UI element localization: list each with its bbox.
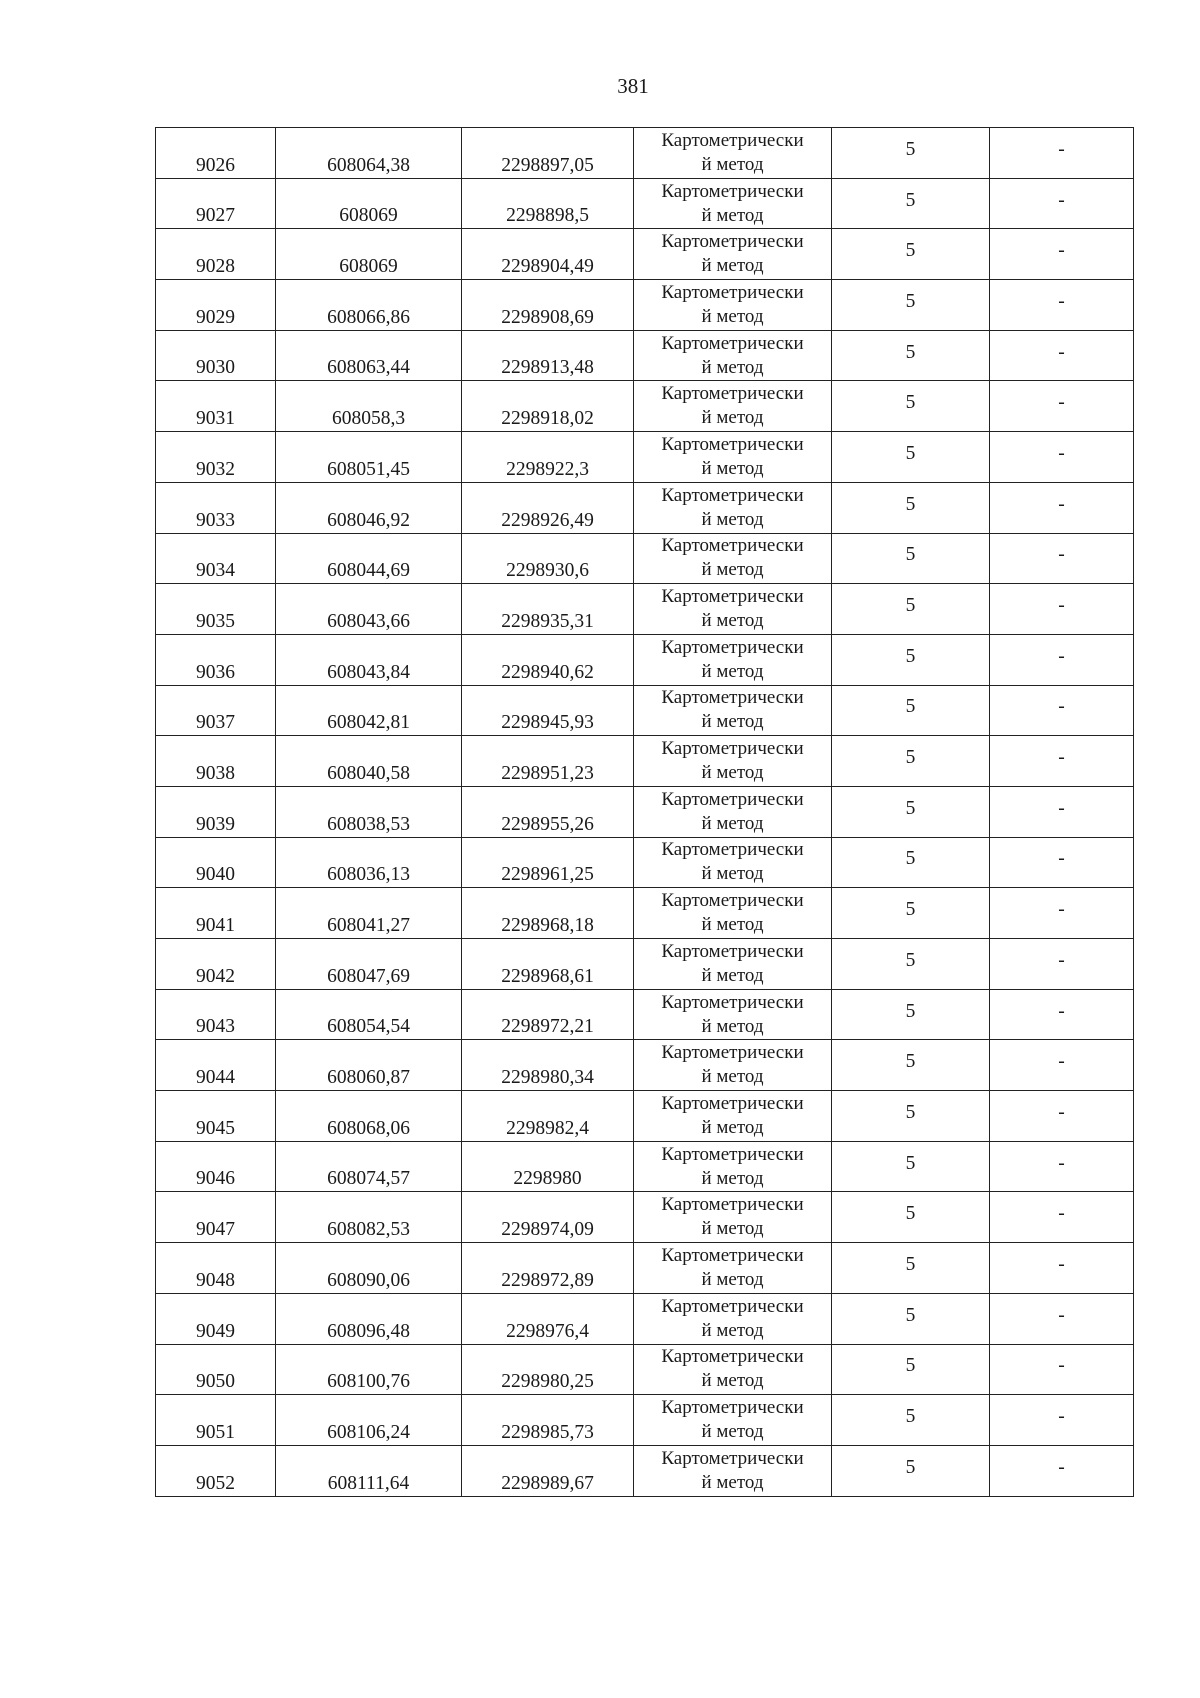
- note-cell: -: [990, 939, 1134, 990]
- method-cell: [634, 989, 832, 1040]
- x-coordinate-cell: 608090,06: [276, 1243, 462, 1294]
- accuracy-cell: 5: [832, 280, 990, 331]
- point-number-cell: 9046: [156, 1141, 276, 1192]
- y-coordinate-cell: 2298955,26: [462, 786, 634, 837]
- accuracy-cell: 5: [832, 736, 990, 787]
- table-row: [156, 381, 1134, 432]
- y-coordinate-cell: 2298922,3: [462, 432, 634, 483]
- table-row: [156, 280, 1134, 331]
- y-coordinate-cell: 2298982,4: [462, 1091, 634, 1142]
- method-cell: [634, 229, 832, 280]
- y-coordinate-cell: 2298976,4: [462, 1293, 634, 1344]
- y-coordinate-cell: 2298908,69: [462, 280, 634, 331]
- method-line-2: й метод: [701, 1471, 764, 1493]
- note-cell: -: [990, 1091, 1134, 1142]
- method-cell: [634, 1192, 832, 1243]
- accuracy-cell: 5: [832, 786, 990, 837]
- accuracy-cell: 5: [832, 1445, 990, 1496]
- note-cell: -: [990, 1243, 1134, 1294]
- x-coordinate-cell: 608036,13: [276, 837, 462, 888]
- y-coordinate-cell: 2298913,48: [462, 330, 634, 381]
- table-row: [156, 584, 1134, 635]
- point-number-cell: 9048: [156, 1243, 276, 1294]
- method-line-2: й метод: [701, 153, 764, 175]
- method-cell: [634, 685, 832, 736]
- accuracy-cell: 5: [832, 432, 990, 483]
- y-coordinate-cell: 2298940,62: [462, 634, 634, 685]
- method-line-2: й метод: [701, 660, 764, 682]
- point-number-cell: 9042: [156, 939, 276, 990]
- method-line-1: Картометрически: [661, 433, 804, 455]
- method-cell: [634, 584, 832, 635]
- accuracy-cell: 5: [832, 1091, 990, 1142]
- method-line-2: й метод: [701, 1015, 764, 1037]
- x-coordinate-cell: 608066,86: [276, 280, 462, 331]
- accuracy-cell: 5: [832, 837, 990, 888]
- point-number-cell: 9041: [156, 888, 276, 939]
- accuracy-cell: 5: [832, 128, 990, 179]
- accuracy-cell: 5: [832, 381, 990, 432]
- accuracy-cell: 5: [832, 989, 990, 1040]
- y-coordinate-cell: 2298945,93: [462, 685, 634, 736]
- method-cell: [634, 1344, 832, 1395]
- method-cell: [634, 482, 832, 533]
- x-coordinate-cell: 608096,48: [276, 1293, 462, 1344]
- x-coordinate-cell: 608040,58: [276, 736, 462, 787]
- method-cell: [634, 888, 832, 939]
- method-cell: [634, 330, 832, 381]
- point-number-cell: 9032: [156, 432, 276, 483]
- point-number-cell: 9052: [156, 1445, 276, 1496]
- point-number-cell: 9028: [156, 229, 276, 280]
- page-number: 381: [617, 74, 649, 98]
- table-row: [156, 837, 1134, 888]
- y-coordinate-cell: 2298972,21: [462, 989, 634, 1040]
- x-coordinate-cell: 608054,54: [276, 989, 462, 1040]
- method-cell: [634, 1243, 832, 1294]
- point-number-cell: 9035: [156, 584, 276, 635]
- x-coordinate-cell: 608106,24: [276, 1395, 462, 1446]
- x-coordinate-cell: 608100,76: [276, 1344, 462, 1395]
- table-row: [156, 482, 1134, 533]
- method-line-2: й метод: [701, 1167, 764, 1189]
- note-cell: -: [990, 178, 1134, 229]
- point-number-cell: 9050: [156, 1344, 276, 1395]
- table-row: [156, 128, 1134, 179]
- method-cell: [634, 1293, 832, 1344]
- point-number-cell: 9038: [156, 736, 276, 787]
- accuracy-cell: 5: [832, 178, 990, 229]
- method-cell: [634, 1141, 832, 1192]
- note-cell: -: [990, 533, 1134, 584]
- y-coordinate-cell: 2298951,23: [462, 736, 634, 787]
- x-coordinate-cell: 608044,69: [276, 533, 462, 584]
- method-cell: [634, 837, 832, 888]
- table-row: [156, 1141, 1134, 1192]
- method-line-1: Картометрически: [661, 1295, 804, 1317]
- note-cell: -: [990, 634, 1134, 685]
- point-number-cell: 9037: [156, 685, 276, 736]
- coordinates-table-body: [156, 128, 1134, 1497]
- table-row: [156, 533, 1134, 584]
- point-number-cell: 9027: [156, 178, 276, 229]
- note-cell: -: [990, 786, 1134, 837]
- note-cell: -: [990, 736, 1134, 787]
- x-coordinate-cell: 608058,3: [276, 381, 462, 432]
- x-coordinate-cell: 608043,66: [276, 584, 462, 635]
- method-line-2: й метод: [701, 812, 764, 834]
- method-line-1: Картометрически: [661, 687, 804, 709]
- method-line-1: Картометрически: [661, 281, 804, 303]
- method-cell: [634, 1395, 832, 1446]
- method-line-2: й метод: [701, 863, 764, 885]
- x-coordinate-cell: 608068,06: [276, 1091, 462, 1142]
- method-line-2: й метод: [701, 1116, 764, 1138]
- point-number-cell: 9047: [156, 1192, 276, 1243]
- note-cell: -: [990, 330, 1134, 381]
- x-coordinate-cell: 608051,45: [276, 432, 462, 483]
- method-line-1: Картометрически: [661, 839, 804, 861]
- table-row: [156, 1243, 1134, 1294]
- y-coordinate-cell: 2298980,34: [462, 1040, 634, 1091]
- y-coordinate-cell: 2298980: [462, 1141, 634, 1192]
- note-cell: -: [990, 482, 1134, 533]
- note-cell: -: [990, 989, 1134, 1040]
- point-number-cell: 9049: [156, 1293, 276, 1344]
- note-cell: -: [990, 1141, 1134, 1192]
- method-cell: [634, 280, 832, 331]
- y-coordinate-cell: 2298897,05: [462, 128, 634, 179]
- method-line-2: й метод: [701, 204, 764, 226]
- method-line-1: Картометрически: [661, 383, 804, 405]
- x-coordinate-cell: 608082,53: [276, 1192, 462, 1243]
- method-line-1: Картометрически: [661, 1244, 804, 1266]
- note-cell: -: [990, 1192, 1134, 1243]
- table-row: [156, 1040, 1134, 1091]
- note-cell: -: [990, 1344, 1134, 1395]
- y-coordinate-cell: 2298968,61: [462, 939, 634, 990]
- note-cell: -: [990, 1445, 1134, 1496]
- accuracy-cell: 5: [832, 1141, 990, 1192]
- method-line-2: й метод: [701, 1370, 764, 1392]
- method-cell: [634, 533, 832, 584]
- y-coordinate-cell: 2298961,25: [462, 837, 634, 888]
- method-line-2: й метод: [701, 457, 764, 479]
- accuracy-cell: 5: [832, 939, 990, 990]
- accuracy-cell: 5: [832, 229, 990, 280]
- method-cell: [634, 178, 832, 229]
- y-coordinate-cell: 2298974,09: [462, 1192, 634, 1243]
- point-number-cell: 9033: [156, 482, 276, 533]
- method-cell: [634, 786, 832, 837]
- point-number-cell: 9045: [156, 1091, 276, 1142]
- method-cell: [634, 381, 832, 432]
- method-line-1: Картометрически: [661, 1346, 804, 1368]
- method-cell: [634, 432, 832, 483]
- x-coordinate-cell: 608063,44: [276, 330, 462, 381]
- note-cell: -: [990, 1040, 1134, 1091]
- table-row: [156, 888, 1134, 939]
- accuracy-cell: 5: [832, 1040, 990, 1091]
- method-line-2: й метод: [701, 762, 764, 784]
- method-line-1: Картометрически: [661, 738, 804, 760]
- accuracy-cell: 5: [832, 1293, 990, 1344]
- method-line-1: Картометрически: [661, 1092, 804, 1114]
- method-cell: [634, 1091, 832, 1142]
- accuracy-cell: 5: [832, 533, 990, 584]
- note-cell: -: [990, 1395, 1134, 1446]
- table-row: [156, 229, 1134, 280]
- y-coordinate-cell: 2298972,89: [462, 1243, 634, 1294]
- accuracy-cell: 5: [832, 1344, 990, 1395]
- method-line-1: Картометрически: [661, 1194, 804, 1216]
- table-row: [156, 939, 1134, 990]
- accuracy-cell: 5: [832, 1243, 990, 1294]
- accuracy-cell: 5: [832, 330, 990, 381]
- x-coordinate-cell: 608060,87: [276, 1040, 462, 1091]
- method-line-1: Картометрически: [661, 1397, 804, 1419]
- x-coordinate-cell: 608038,53: [276, 786, 462, 837]
- y-coordinate-cell: 2298989,67: [462, 1445, 634, 1496]
- point-number-cell: 9034: [156, 533, 276, 584]
- accuracy-cell: 5: [832, 1192, 990, 1243]
- x-coordinate-cell: 608043,84: [276, 634, 462, 685]
- point-number-cell: 9030: [156, 330, 276, 381]
- method-line-2: й метод: [701, 508, 764, 530]
- table-row: [156, 786, 1134, 837]
- accuracy-cell: 5: [832, 482, 990, 533]
- method-line-2: й метод: [701, 1421, 764, 1443]
- y-coordinate-cell: 2298980,25: [462, 1344, 634, 1395]
- method-line-2: й метод: [701, 964, 764, 986]
- y-coordinate-cell: 2298968,18: [462, 888, 634, 939]
- method-line-1: Картометрически: [661, 788, 804, 810]
- method-line-1: Картометрически: [661, 180, 804, 202]
- x-coordinate-cell: 608046,92: [276, 482, 462, 533]
- method-line-2: й метод: [701, 610, 764, 632]
- table-row: [156, 736, 1134, 787]
- method-line-1: Картометрически: [661, 231, 804, 253]
- note-cell: -: [990, 837, 1134, 888]
- method-line-1: Картометрически: [661, 332, 804, 354]
- method-line-1: Картометрически: [661, 991, 804, 1013]
- method-line-1: Картометрически: [661, 890, 804, 912]
- method-line-1: Картометрически: [661, 636, 804, 658]
- accuracy-cell: 5: [832, 634, 990, 685]
- note-cell: -: [990, 229, 1134, 280]
- point-number-cell: 9029: [156, 280, 276, 331]
- note-cell: -: [990, 584, 1134, 635]
- table-row: [156, 1293, 1134, 1344]
- method-line-2: й метод: [701, 255, 764, 277]
- point-number-cell: 9039: [156, 786, 276, 837]
- y-coordinate-cell: 2298935,31: [462, 584, 634, 635]
- x-coordinate-cell: 608074,57: [276, 1141, 462, 1192]
- method-line-1: Картометрически: [661, 1042, 804, 1064]
- note-cell: -: [990, 381, 1134, 432]
- point-number-cell: 9026: [156, 128, 276, 179]
- note-cell: -: [990, 432, 1134, 483]
- y-coordinate-cell: 2298898,5: [462, 178, 634, 229]
- x-coordinate-cell: 608111,64: [276, 1445, 462, 1496]
- accuracy-cell: 5: [832, 888, 990, 939]
- point-number-cell: 9043: [156, 989, 276, 1040]
- method-line-2: й метод: [701, 1319, 764, 1341]
- table-row: [156, 1395, 1134, 1446]
- method-line-2: й метод: [701, 711, 764, 733]
- method-line-2: й метод: [701, 1066, 764, 1088]
- table-row: [156, 1344, 1134, 1395]
- y-coordinate-cell: 2298918,02: [462, 381, 634, 432]
- x-coordinate-cell: 608069: [276, 229, 462, 280]
- method-line-1: Картометрически: [661, 129, 804, 151]
- table-row: [156, 178, 1134, 229]
- point-number-cell: 9051: [156, 1395, 276, 1446]
- x-coordinate-cell: 608064,38: [276, 128, 462, 179]
- method-cell: [634, 939, 832, 990]
- method-cell: [634, 736, 832, 787]
- method-line-2: й метод: [701, 559, 764, 581]
- method-line-2: й метод: [701, 356, 764, 378]
- accuracy-cell: 5: [832, 685, 990, 736]
- method-line-1: Картометрически: [661, 535, 804, 557]
- y-coordinate-cell: 2298985,73: [462, 1395, 634, 1446]
- accuracy-cell: 5: [832, 584, 990, 635]
- note-cell: -: [990, 888, 1134, 939]
- note-cell: -: [990, 1293, 1134, 1344]
- method-line-1: Картометрически: [661, 1143, 804, 1165]
- method-cell: [634, 634, 832, 685]
- method-line-2: й метод: [701, 914, 764, 936]
- method-line-1: Картометрически: [661, 940, 804, 962]
- method-line-1: Картометрически: [661, 1447, 804, 1469]
- note-cell: -: [990, 280, 1134, 331]
- method-line-2: й метод: [701, 305, 764, 327]
- table-row: [156, 432, 1134, 483]
- x-coordinate-cell: 608041,27: [276, 888, 462, 939]
- table-row: [156, 1091, 1134, 1142]
- table-row: [156, 1445, 1134, 1496]
- table-row: [156, 634, 1134, 685]
- method-line-2: й метод: [701, 1218, 764, 1240]
- method-line-1: Картометрически: [661, 586, 804, 608]
- method-cell: [634, 1445, 832, 1496]
- y-coordinate-cell: 2298930,6: [462, 533, 634, 584]
- table-row: [156, 989, 1134, 1040]
- method-line-1: Картометрически: [661, 484, 804, 506]
- table-row: [156, 1192, 1134, 1243]
- y-coordinate-cell: 2298926,49: [462, 482, 634, 533]
- table-row: [156, 330, 1134, 381]
- point-number-cell: 9036: [156, 634, 276, 685]
- note-cell: -: [990, 685, 1134, 736]
- point-number-cell: 9031: [156, 381, 276, 432]
- point-number-cell: 9044: [156, 1040, 276, 1091]
- method-line-2: й метод: [701, 1268, 764, 1290]
- x-coordinate-cell: 608042,81: [276, 685, 462, 736]
- point-number-cell: 9040: [156, 837, 276, 888]
- x-coordinate-cell: 608047,69: [276, 939, 462, 990]
- method-cell: [634, 1040, 832, 1091]
- accuracy-cell: 5: [832, 1395, 990, 1446]
- method-line-2: й метод: [701, 407, 764, 429]
- table-row: [156, 685, 1134, 736]
- note-cell: -: [990, 128, 1134, 179]
- y-coordinate-cell: 2298904,49: [462, 229, 634, 280]
- x-coordinate-cell: 608069: [276, 178, 462, 229]
- coordinates-table: [155, 127, 1134, 1497]
- method-cell: [634, 128, 832, 179]
